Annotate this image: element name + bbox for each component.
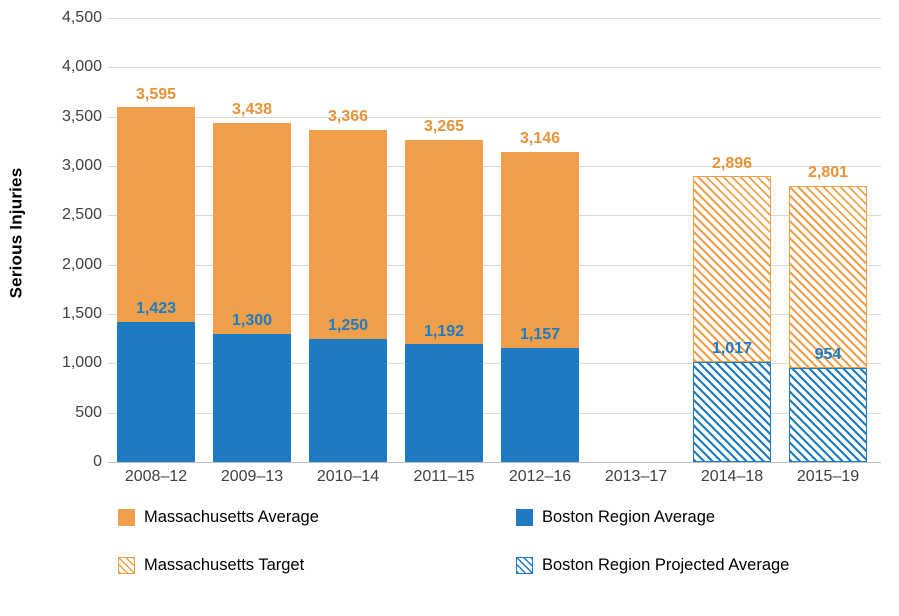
y-tick: 1,000 bbox=[61, 354, 102, 372]
y-axis-title bbox=[2, 0, 30, 466]
bar-segment-boston-projected[interactable] bbox=[693, 362, 771, 462]
bar-label-boston: 1,250 bbox=[327, 317, 369, 334]
bar-segment-massachusetts-target[interactable] bbox=[693, 176, 771, 361]
chart-legend bbox=[108, 508, 888, 608]
bar-segment-massachusetts[interactable] bbox=[117, 107, 195, 321]
x-axis-tick-labels bbox=[108, 468, 881, 494]
y-tick: 0 bbox=[93, 453, 102, 470]
bar-segment-massachusetts[interactable] bbox=[309, 130, 387, 339]
x-tick: 2013–17 bbox=[604, 468, 668, 485]
bar-label-boston: 1,300 bbox=[231, 312, 273, 330]
x-tick: 2009–13 bbox=[220, 468, 284, 485]
legend-label: Boston Region Average bbox=[542, 508, 716, 526]
bar-segment-massachusetts[interactable] bbox=[501, 152, 579, 348]
x-tick: 2010–14 bbox=[316, 468, 380, 485]
bar-label-massachusetts-target: 2,801 bbox=[807, 164, 849, 182]
bar-segment-boston[interactable] bbox=[309, 339, 387, 462]
legend-item-massachusetts-average[interactable] bbox=[118, 508, 319, 527]
bar-segment-boston[interactable] bbox=[117, 322, 195, 462]
y-tick: 2,000 bbox=[61, 255, 102, 273]
legend-label: Massachusetts Target bbox=[144, 556, 305, 574]
y-tick: 4,500 bbox=[61, 9, 102, 26]
bar-segment-boston[interactable] bbox=[501, 348, 579, 462]
bar-label-boston: 1,157 bbox=[519, 326, 561, 344]
legend-swatch-icon bbox=[516, 557, 533, 574]
x-tick: 2015–19 bbox=[796, 468, 860, 485]
x-tick: 2012–16 bbox=[508, 468, 572, 485]
y-tick: 3,500 bbox=[61, 107, 102, 125]
legend-item-boston-region-projected-average[interactable] bbox=[516, 556, 789, 575]
y-tick: 500 bbox=[75, 403, 102, 421]
bar-label-massachusetts: 3,265 bbox=[423, 118, 465, 136]
bar-label-massachusetts: 3,438 bbox=[231, 101, 273, 119]
x-tick: 2008–12 bbox=[124, 468, 188, 485]
x-tick: 2014–18 bbox=[700, 468, 764, 485]
bar-segment-boston[interactable] bbox=[213, 334, 291, 462]
legend-swatch-icon bbox=[118, 557, 135, 574]
bar-label-boston: 1,423 bbox=[135, 300, 177, 317]
bar-series-layer bbox=[108, 18, 881, 462]
bar-label-boston-projected: 954 bbox=[814, 346, 842, 364]
bar-label-massachusetts-target: 2,896 bbox=[711, 155, 753, 172]
legend-swatch-icon bbox=[118, 509, 135, 526]
x-axis-line bbox=[108, 462, 881, 463]
bar-segment-massachusetts[interactable] bbox=[405, 140, 483, 345]
bar-segment-boston-projected[interactable] bbox=[789, 368, 867, 462]
legend-label: Boston Region Projected Average bbox=[542, 556, 790, 574]
x-tick: 2011–15 bbox=[413, 468, 475, 485]
bar-segment-massachusetts[interactable] bbox=[213, 123, 291, 334]
bar-segment-boston[interactable] bbox=[405, 344, 483, 462]
legend-label: Massachusetts Average bbox=[144, 508, 319, 526]
bar-label-boston: 1,192 bbox=[423, 322, 465, 340]
legend-swatch-icon bbox=[516, 509, 533, 526]
bar-segment-massachusetts-target[interactable] bbox=[789, 186, 867, 368]
y-tick: 1,500 bbox=[61, 305, 102, 322]
y-tick: 3,000 bbox=[61, 157, 102, 174]
plot-area bbox=[108, 18, 881, 462]
bar-label-boston-projected: 1,017 bbox=[711, 340, 753, 357]
bar-label-massachusetts: 3,146 bbox=[519, 130, 561, 147]
legend-item-massachusetts-target[interactable] bbox=[118, 556, 304, 575]
y-axis-title-text: Serious Injuries bbox=[6, 167, 25, 299]
y-tick: 2,500 bbox=[61, 206, 102, 224]
legend-item-boston-region-average[interactable] bbox=[516, 508, 715, 527]
y-tick: 4,000 bbox=[61, 58, 102, 76]
y-axis-tick-labels bbox=[40, 9, 102, 470]
bar-label-massachusetts: 3,595 bbox=[135, 86, 177, 103]
bar-label-massachusetts: 3,366 bbox=[327, 108, 369, 126]
